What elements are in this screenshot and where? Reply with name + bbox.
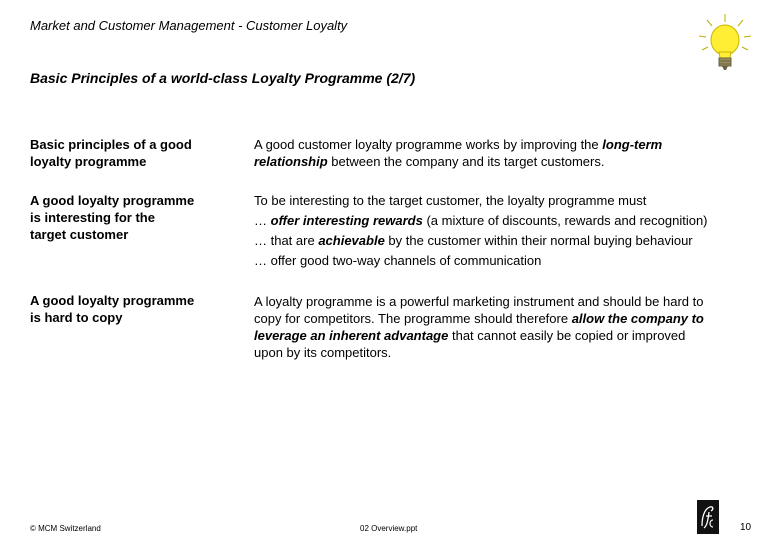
row-text-hard-to-copy	[254, 293, 754, 361]
text-segment: … that are	[254, 233, 319, 248]
text-segment: A loyalty programme is a powerful marketing instrument and should be hard to	[254, 294, 704, 309]
text-segment: upon by its competitors.	[254, 345, 392, 360]
text-segment: …	[254, 213, 271, 228]
text-segment: copy for competitors. The programme should therefore	[254, 311, 572, 326]
text-segment: by the customer within their normal buying behaviour	[384, 233, 693, 248]
row-text-interesting	[254, 191, 754, 271]
emphasis-text: achievable	[318, 233, 385, 248]
row-text-basic-principles	[254, 136, 754, 170]
row-label-line: target customer	[30, 227, 129, 242]
footer-copyright: © MCM Switzerland	[30, 524, 101, 533]
row-label-line: A good loyalty programme	[30, 293, 195, 308]
row-label-line: A good loyalty programme	[30, 193, 195, 208]
row-label-line: is hard to copy	[30, 310, 123, 325]
footer-filename: 02 Overview.ppt	[360, 524, 418, 533]
emphasis-text: offer interesting rewards	[270, 213, 423, 228]
text-segment: between the company and its target customers.	[327, 154, 605, 169]
emphasis-text: relationship	[254, 154, 328, 169]
row-label-basic-principles	[30, 136, 240, 170]
page-subtitle: Basic Principles of a world-class Loyalty Programme (2/7)	[30, 70, 416, 86]
row-label-hard-to-copy	[30, 292, 240, 326]
text-segment: … offer good two-way channels of communication	[254, 253, 542, 268]
text-segment: (a mixture of discounts, rewards and recognition)	[422, 213, 708, 228]
row-label-interesting	[30, 192, 240, 243]
emphasis-text: allow the company to	[571, 311, 704, 326]
text-segment: that cannot easily be copied or improved	[448, 328, 686, 343]
text-segment: To be interesting to the target customer, the loyalty programme must	[254, 193, 647, 208]
emphasis-text: long-term	[602, 137, 663, 152]
text-segment: A good customer loyalty programme works by improving the	[254, 137, 603, 152]
page-number: 10	[740, 522, 752, 533]
row-label-line: is interesting for the	[30, 210, 155, 225]
emphasis-text: leverage an inherent advantage	[254, 328, 449, 343]
row-label-line: Basic principles of a good	[30, 137, 192, 152]
mcm-logo-icon	[697, 500, 719, 534]
light-bulb-icon	[695, 12, 755, 74]
header-title: Market and Customer Management - Customer Loyalty	[30, 18, 348, 33]
row-label-line: loyalty programme	[30, 154, 147, 169]
